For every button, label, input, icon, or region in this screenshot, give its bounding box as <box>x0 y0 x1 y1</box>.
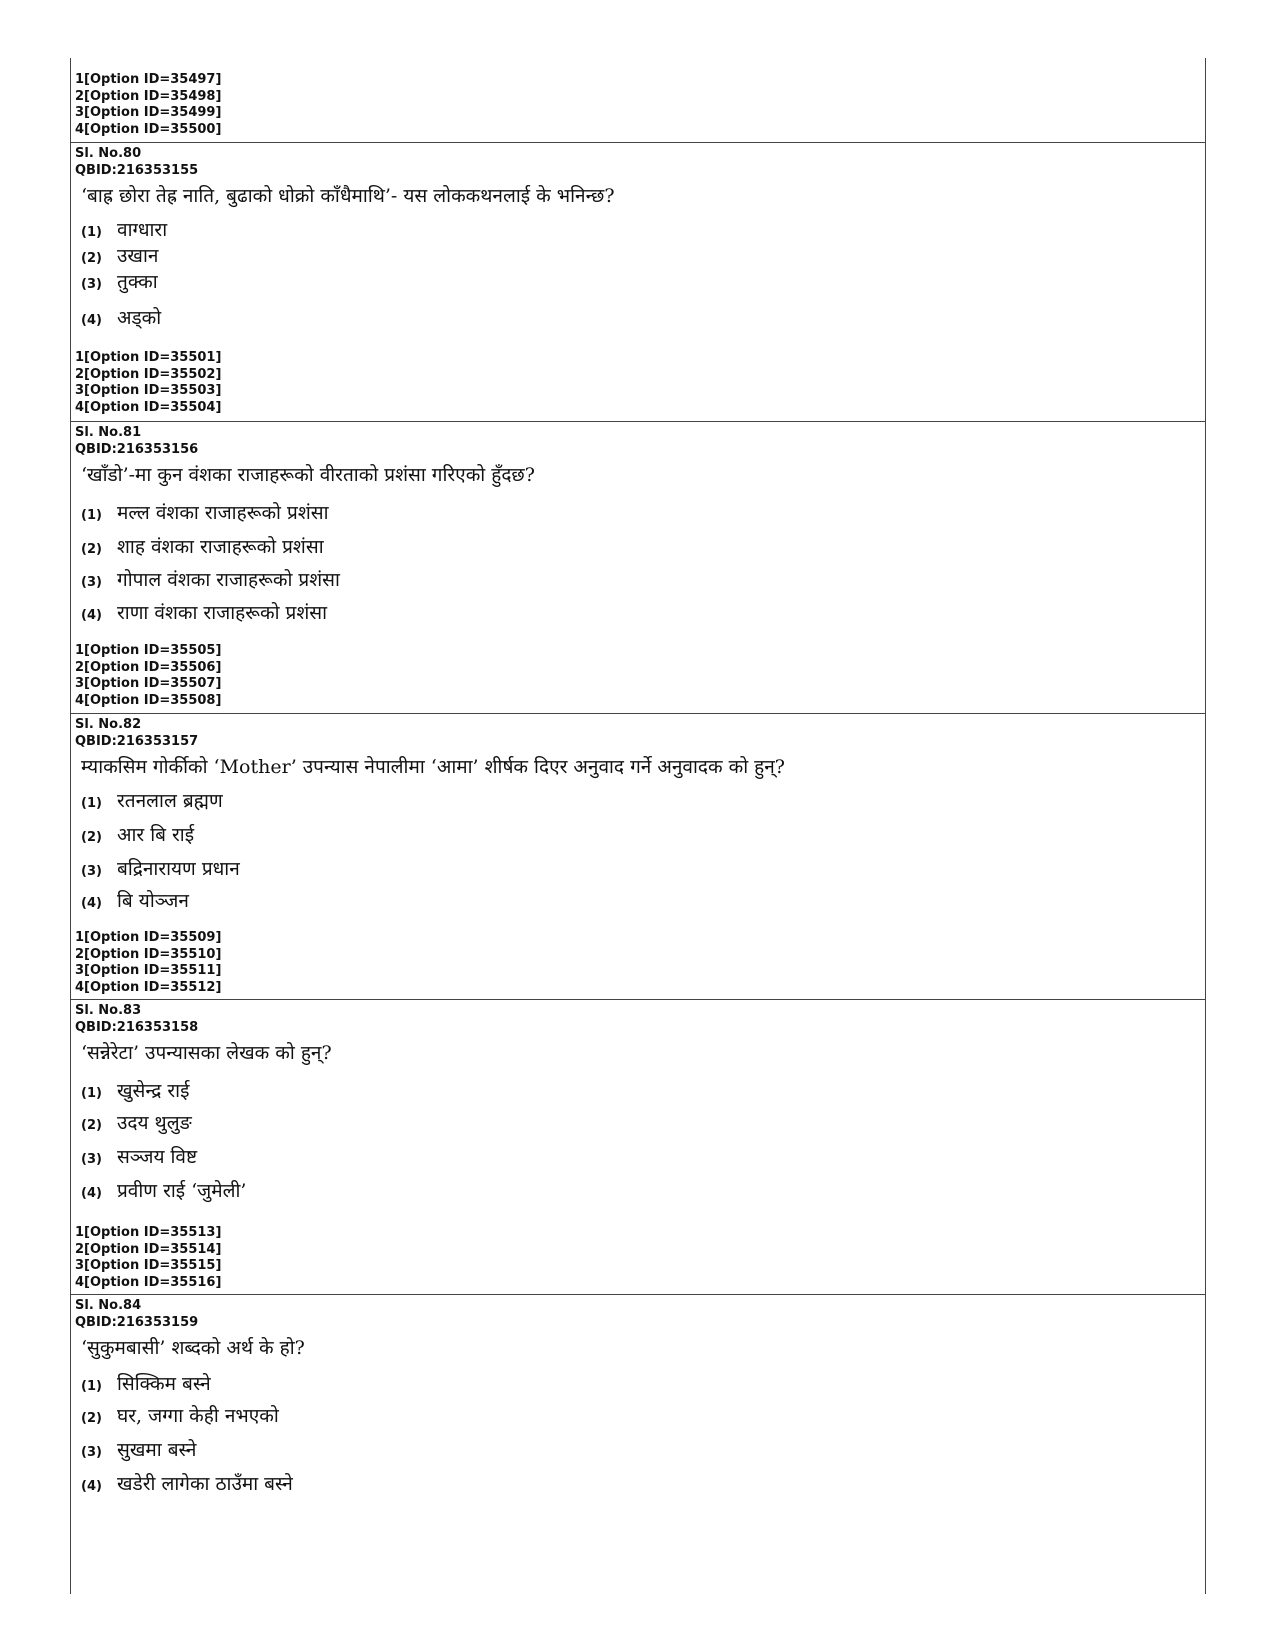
option-number: (3) <box>81 1445 102 1460</box>
option-id-list <box>75 350 221 416</box>
option-id: 4[Option ID=35504] <box>75 399 222 415</box>
question-text: ‘खाँडो’-मा कुन वंशका राजाहरूको वीरताको प्रशंसा गरिएको हुँदछ? <box>81 464 535 486</box>
option-id: 2[Option ID=35510] <box>75 946 222 962</box>
option-id: 2[Option ID=35498] <box>75 88 222 104</box>
option-number: (3) <box>81 864 102 879</box>
option-row <box>81 1143 197 1169</box>
option-id: 1[Option ID=35501] <box>75 350 222 365</box>
option-number: (4) <box>81 608 102 623</box>
qbid: QBID:216353158 <box>75 1019 199 1035</box>
divider <box>71 1294 1205 1295</box>
option-number: (1) <box>81 1086 102 1101</box>
option-id: 4[Option ID=35500] <box>75 121 222 137</box>
question-text: ‘बाह्र छोरा तेह्र नाति, बुढाको धोक्रो काँधैमाथि’- यस लोककथनलाई के भनिन्छ? <box>81 185 615 207</box>
option-id-list <box>75 643 221 709</box>
option-row <box>81 566 340 592</box>
option-row <box>81 242 158 268</box>
option-row <box>81 304 161 330</box>
option-id: 4[Option ID=35512] <box>75 979 222 995</box>
option-text: उदय थुलुङ <box>117 1112 192 1134</box>
question-header <box>75 146 198 179</box>
divider <box>71 421 1205 422</box>
option-text: गोपाल वंशका राजाहरूको प्रशंसा <box>117 569 340 591</box>
option-row <box>81 268 158 294</box>
option-row <box>81 1470 293 1496</box>
serial-number: Sl. No.84 <box>75 1298 142 1313</box>
option-text: मल्ल वंशका राजाहरूको प्रशंसा <box>117 502 329 524</box>
option-row <box>81 216 167 242</box>
question-header <box>75 1003 198 1036</box>
divider <box>71 713 1205 714</box>
serial-number: Sl. No.80 <box>75 146 142 161</box>
option-text: वाग्धारा <box>117 219 168 241</box>
option-id: 3[Option ID=35499] <box>75 105 222 120</box>
option-number: (4) <box>81 313 102 328</box>
option-row <box>81 787 223 813</box>
option-id: 3[Option ID=35507] <box>75 676 222 691</box>
option-number: (2) <box>81 542 102 557</box>
option-number: (1) <box>81 225 102 240</box>
option-number: (2) <box>81 830 102 845</box>
option-number: (4) <box>81 1479 102 1494</box>
option-row <box>81 1109 192 1135</box>
option-number: (1) <box>81 796 102 811</box>
option-id: 1[Option ID=35505] <box>75 643 222 658</box>
option-row <box>81 855 240 881</box>
option-row <box>81 1177 246 1203</box>
option-id-list <box>75 72 221 138</box>
option-id-list <box>75 1225 221 1291</box>
option-number: (3) <box>81 277 102 292</box>
option-row <box>81 499 329 525</box>
option-text: बद्रिनारायण प्रधान <box>117 858 240 880</box>
question-text: ‘सन्नेरेटा’ उपन्यासका लेखक को हुन्? <box>81 1042 332 1064</box>
exam-sheet <box>70 58 1206 1594</box>
option-number: (2) <box>81 1118 102 1133</box>
option-number: (2) <box>81 1411 102 1426</box>
option-id: 1[Option ID=35509] <box>75 930 222 945</box>
option-text: रतनलाल ब्रह्मण <box>117 790 223 812</box>
option-number: (2) <box>81 251 102 266</box>
option-number: (1) <box>81 508 102 523</box>
option-text: तुक्का <box>117 271 158 293</box>
option-text: राणा वंशका राजाहरूको प्रशंसा <box>117 602 328 624</box>
option-number: (4) <box>81 1186 102 1201</box>
serial-number: Sl. No.82 <box>75 717 142 732</box>
option-id: 3[Option ID=35515] <box>75 1258 222 1273</box>
option-row <box>81 599 327 625</box>
question-header <box>75 425 198 458</box>
question-header <box>75 717 198 750</box>
option-id: 2[Option ID=35506] <box>75 659 222 675</box>
option-row <box>81 1370 211 1396</box>
option-text: सिक्किम बस्ने <box>117 1373 211 1395</box>
option-text: आर बि राई <box>117 824 195 846</box>
option-id: 4[Option ID=35516] <box>75 1274 222 1290</box>
question-text: ‘सुकुमबासी’ शब्दको अर्थ के हो? <box>81 1337 305 1359</box>
serial-number: Sl. No.83 <box>75 1003 142 1018</box>
option-row <box>81 1436 196 1462</box>
option-number: (3) <box>81 575 102 590</box>
option-id: 3[Option ID=35511] <box>75 963 222 978</box>
option-id: 4[Option ID=35508] <box>75 692 222 708</box>
option-text: घर, जग्गा केही नभएको <box>117 1405 279 1427</box>
option-row <box>81 533 324 559</box>
question-header <box>75 1298 198 1331</box>
qbid: QBID:216353155 <box>75 162 199 178</box>
question-text: म्याकसिम गोर्कीको ‘Mother’ उपन्यास नेपालीमा ‘आमा’ शीर्षक दिएर अनुवाद गर्ने अनुवादक को हुन्? <box>81 756 785 778</box>
option-text: खुसेन्द्र राई <box>117 1080 190 1102</box>
option-text: बि योञ्जन <box>117 890 189 912</box>
option-number: (4) <box>81 896 102 911</box>
option-id: 2[Option ID=35502] <box>75 366 222 382</box>
option-id: 3[Option ID=35503] <box>75 383 222 398</box>
option-row <box>81 1402 279 1428</box>
divider <box>71 999 1205 1000</box>
option-id: 2[Option ID=35514] <box>75 1241 222 1257</box>
option-number: (1) <box>81 1379 102 1394</box>
option-text: खडेरी लागेका ठाउँमा बस्ने <box>117 1473 293 1495</box>
option-text: अड्को <box>117 307 162 329</box>
option-text: शाह वंशका राजाहरूको प्रशंसा <box>117 536 324 558</box>
qbid: QBID:216353159 <box>75 1314 199 1330</box>
option-row <box>81 821 194 847</box>
option-number: (3) <box>81 1152 102 1167</box>
option-text: प्रवीण राई ‘जुमेली’ <box>117 1180 247 1202</box>
qbid: QBID:216353156 <box>75 441 199 457</box>
option-id-list <box>75 930 221 996</box>
option-id: 1[Option ID=35513] <box>75 1225 222 1240</box>
option-text: उखान <box>117 245 159 267</box>
option-text: सुखमा बस्ने <box>117 1439 197 1461</box>
option-text: सञ्जय विष्ट <box>117 1146 198 1168</box>
option-row <box>81 1077 189 1103</box>
option-id: 1[Option ID=35497] <box>75 72 222 87</box>
serial-number: Sl. No.81 <box>75 425 142 440</box>
option-row <box>81 887 189 913</box>
divider <box>71 142 1205 143</box>
qbid: QBID:216353157 <box>75 733 199 749</box>
